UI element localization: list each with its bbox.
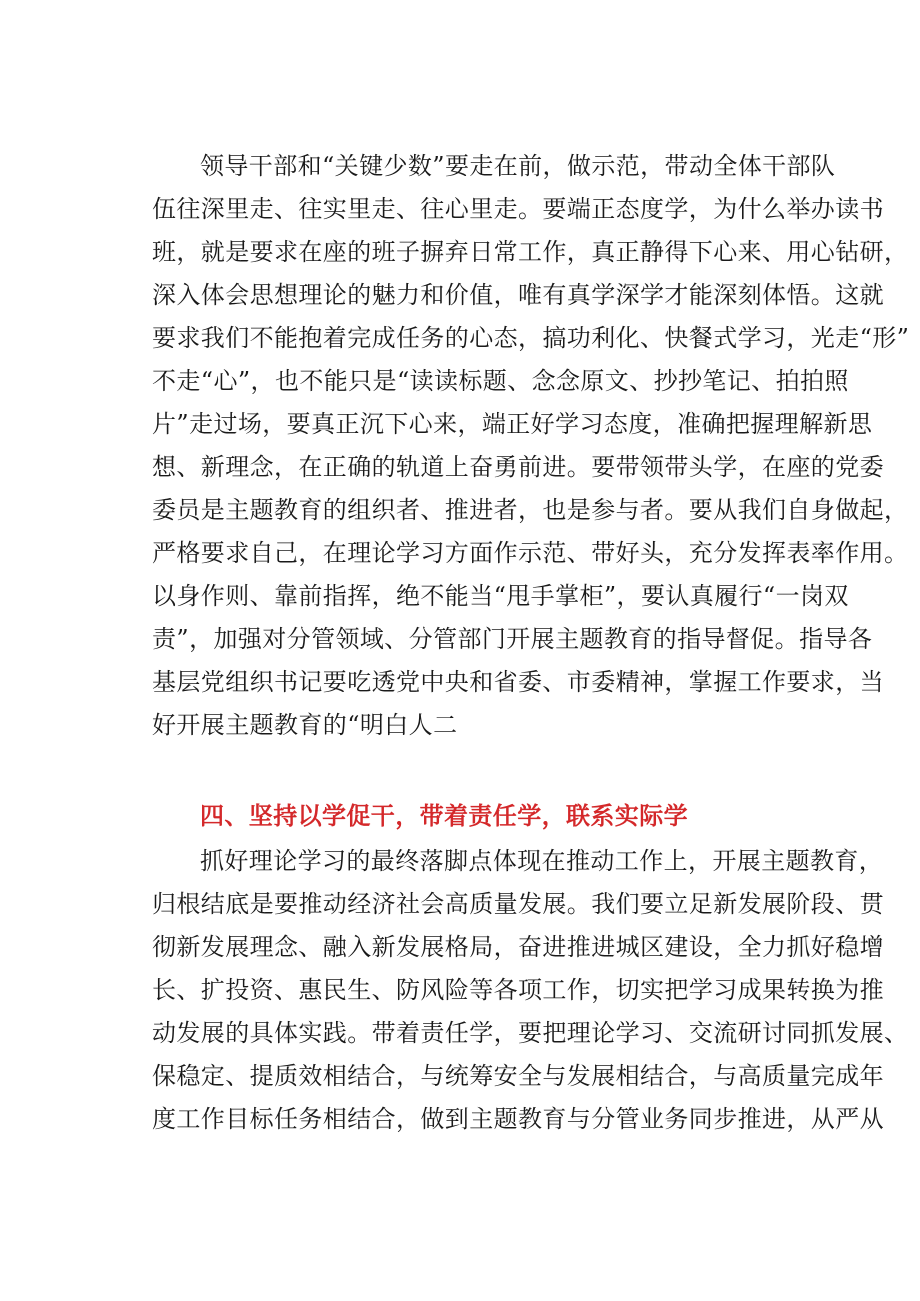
text-line: 深入体会思想理论的魅力和价值，唯有真学深学才能深刻体悟。这就: [152, 281, 884, 309]
text-line: 要求我们不能抱着完成任务的心态，搞功利化、快餐式学习，光走“形”: [152, 324, 910, 352]
text-line: 委员是主题教育的组织者、推进者，也是参与者。要从我们自身做起，: [152, 496, 909, 524]
text-line: 责”，加强对分管领域、分管部门开展主题教育的指导督促。指导各: [152, 625, 873, 653]
text-line: 伍往深里走、往实里走、往心里走。要端正态度学，为什么举办读书: [152, 195, 884, 223]
text-line: 领导干部和“关键少数”要走在前，做示范，带动全体干部队: [200, 152, 836, 180]
text-line: 动发展的具体实践。带着责任学，要把理论学习、交流研讨同抓发展、: [152, 1019, 909, 1047]
text-line: 度工作目标任务相结合，做到主题教育与分管业务同步推进，从严从: [152, 1105, 884, 1133]
text-line: 归根结底是要推动经济社会高质量发展。我们要立足新发展阶段、贯: [152, 890, 884, 918]
text-line: 班，就是要求在座的班子摒弃日常工作，真正静得下心来、用心钻研，: [152, 238, 909, 266]
text-line: 严格要求自己，在理论学习方面作示范、带好头，充分发挥表率作用。: [152, 539, 909, 567]
text-line: 片”走过场，要真正沉下心来，端正好学习态度，准确把握理解新思: [152, 410, 873, 438]
text-line: 保稳定、提质效相结合，与统筹安全与发展相结合，与高质量完成年: [152, 1062, 884, 1090]
paragraph-practice: [152, 840, 909, 1141]
text-line: 好开展主题教育的“明白人二: [152, 711, 458, 739]
text-line: 以身作则、靠前指挥，绝不能当“甩手掌柜”，要认真履行“一岗双: [152, 582, 849, 610]
text-line: 抓好理论学习的最终落脚点体现在推动工作上，开展主题教育，: [200, 847, 884, 875]
text-line: 彻新发展理念、融入新发展格局，奋进推进城区建设，全力抓好稳增: [152, 933, 884, 961]
section-heading: 四、坚持以学促干，带着责任学，联系实际学: [200, 802, 688, 830]
paragraph-leadership: [152, 145, 910, 747]
text-line: 不走“心”，也不能只是“读读标题、念念原文、抄抄笔记、拍拍照: [152, 367, 849, 395]
text-line: 想、新理念，在正确的轨道上奋勇前进。要带领带头学，在座的党委: [152, 453, 884, 481]
text-line: 基层党组织书记要吃透党中央和省委、市委精神，掌握工作要求，当: [152, 668, 884, 696]
text-line: 长、扩投资、惠民生、防风险等各项工作，切实把学习成果转换为推: [152, 976, 884, 1004]
